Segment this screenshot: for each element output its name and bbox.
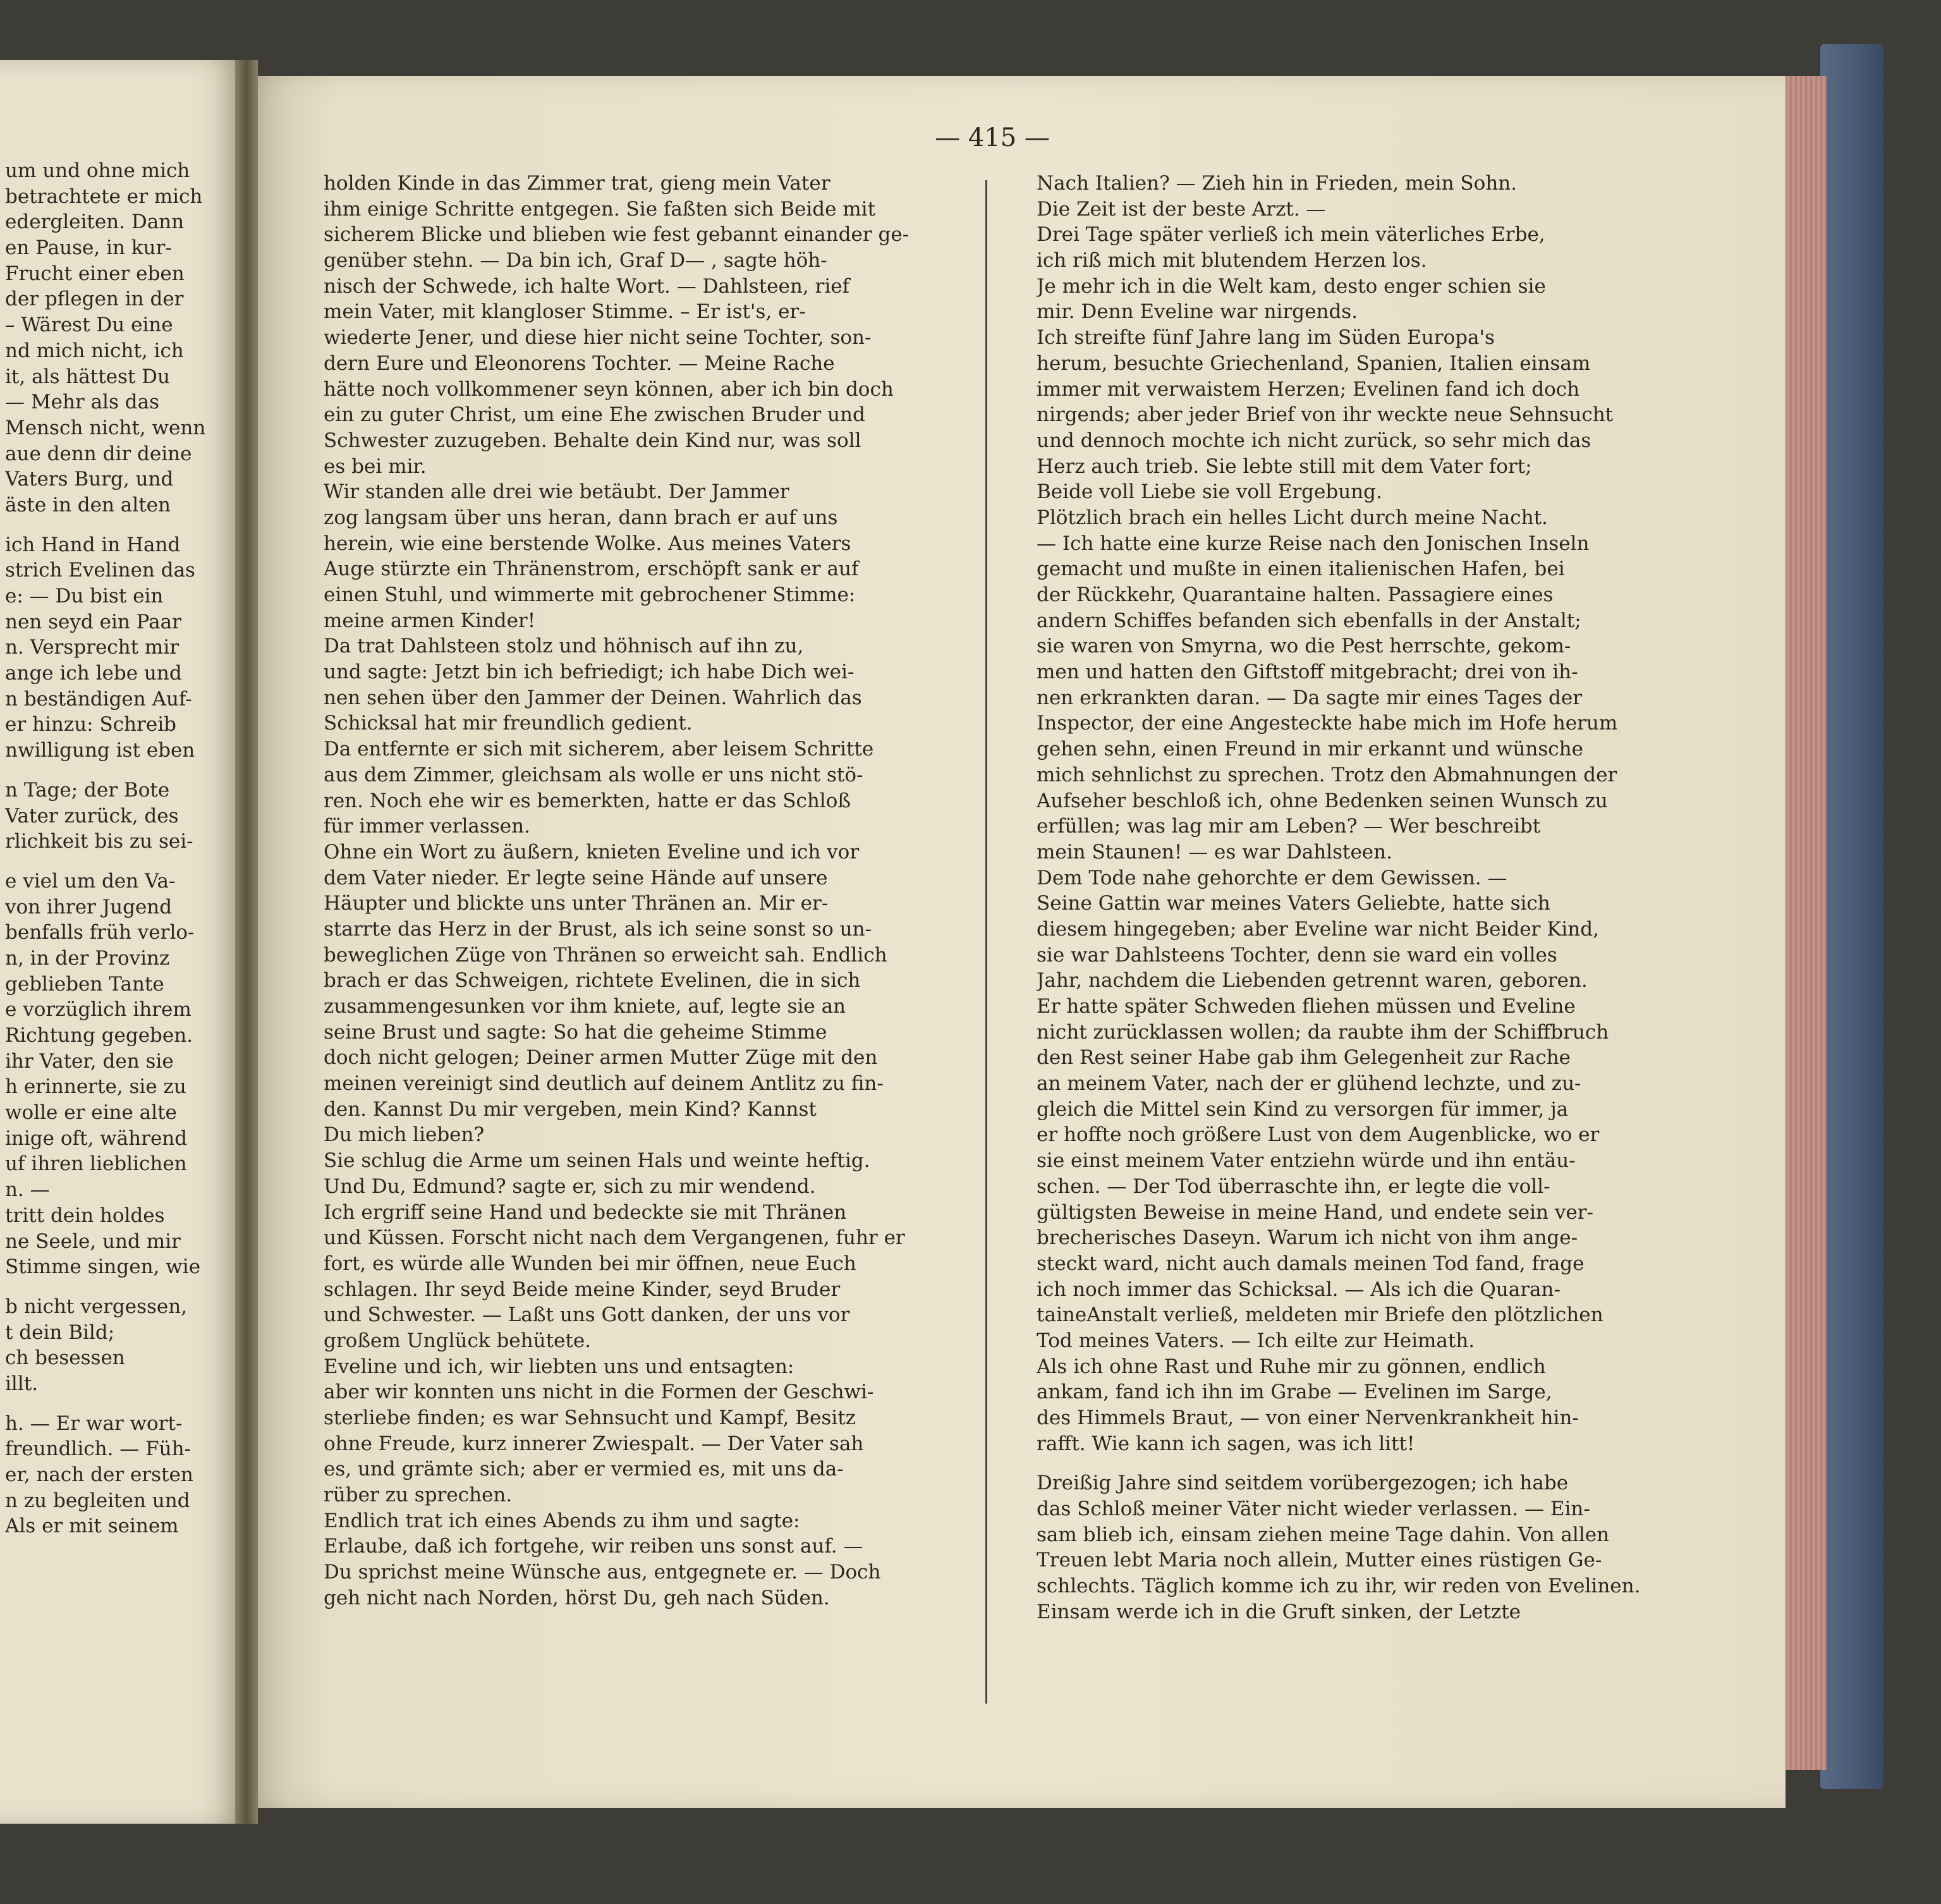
- text-line: das Schloß meiner Väter nicht wieder verlassen. — Ein-: [1037, 1498, 1590, 1521]
- text-line: Frucht einer eben: [5, 262, 185, 285]
- text-line: edergleiten. Dann: [5, 211, 185, 234]
- text-line: beweglichen Züge von Thränen so erweicht sah. Endlich: [324, 943, 887, 967]
- text-line: men und hatten den Giftstoff mitgebracht; drei von ih-: [1037, 661, 1578, 684]
- text-line: Häupter und blickte uns unter Thränen an. Mir er-: [324, 892, 829, 915]
- text-line: nicht zurücklassen wollen; da raubte ihm der Schiffbruch: [1037, 1020, 1609, 1044]
- text-line: schlagen. Ihr seyd Beide meine Kinder, seyd Bruder: [324, 1278, 841, 1301]
- text-line: e: — Du bist ein: [5, 585, 164, 607]
- text-line: Er hatte später Schweden fliehen müssen und Eveline: [1037, 995, 1576, 1018]
- text-line: ihm einige Schritte entgegen. Sie faßten sich Beide mit: [324, 197, 876, 221]
- text-line: schen. — Der Tod überraschte ihn, er legte die voll-: [1037, 1175, 1550, 1198]
- text-line: Inspector, der eine Angesteckte habe mich im Hofe herum: [1037, 712, 1618, 735]
- page-number: — 415 —: [935, 123, 1050, 152]
- text-line: und Schwester. — Laßt uns Gott danken, der uns vor: [324, 1303, 850, 1327]
- text-line: um und ohne mich: [5, 159, 190, 182]
- text-line: ankam, fand ich ihn im Grabe — Evelinen im Sarge,: [1037, 1381, 1552, 1404]
- text-line: [5, 1280, 233, 1294]
- text-line: sterliebe finden; es war Sehnsucht und Kampf, Besitz: [324, 1407, 856, 1429]
- text-line: – Wärest Du eine: [5, 314, 173, 337]
- text-line: wiederte Jener, und diese hier nicht seine Tochter, son-: [324, 326, 872, 350]
- text-line: nen erkrankten daran. — Da sagte mir eines Tages der: [1037, 686, 1583, 709]
- text-line: meinen vereinigt sind deutlich auf deinem Antlitz zu fin-: [324, 1072, 884, 1095]
- text-line: ich noch immer das Schicksal. — Als ich die Quaran-: [1037, 1278, 1561, 1301]
- text-line: rlichkeit bis zu sei-: [5, 830, 193, 853]
- text-line: Schicksal hat mir freundlich gedient.: [324, 712, 693, 735]
- text-line: erfüllen; was lag mir am Leben? — Wer beschreibt: [1037, 815, 1541, 838]
- text-line: er hoffte noch größere Lust von dem Augenblicke, wo er: [1037, 1123, 1600, 1147]
- text-line: der pflegen in der: [5, 288, 184, 311]
- text-line: en Pause, in kur-: [5, 236, 172, 260]
- text-line: gültigsten Beweise in meine Hand, und endete sein ver-: [1037, 1200, 1594, 1224]
- text-line: dern Eure und Eleonorens Tochter. — Meine Rache: [324, 351, 835, 375]
- text-line: rüber zu sprechen.: [324, 1484, 513, 1507]
- text-line: und dennoch mochte ich nicht zurück, so sehr mich das: [1037, 429, 1591, 452]
- text-line: fort, es würde alle Wunden bei mir öffnen, neue Euch: [324, 1252, 856, 1275]
- text-line: einen Stuhl, und wimmerte mit gebrochener Stimme:: [324, 583, 856, 606]
- text-line: geblieben Tante: [5, 972, 164, 996]
- text-line: Je mehr ich in die Welt kam, desto enger schien sie: [1037, 274, 1546, 298]
- text-line: Richtung gegeben.: [5, 1024, 193, 1047]
- text-line: und Küssen. Forscht nicht nach dem Vergangenen, fuhr er: [324, 1226, 905, 1250]
- text-line: Drei Tage später verließ ich mein väterliches Erbe,: [1037, 223, 1545, 247]
- text-line: mein Vater, mit klangloser Stimme. – Er ist's, er-: [324, 300, 806, 324]
- text-line: des Himmels Braut, — von einer Nervenkrankheit hin-: [1037, 1407, 1579, 1429]
- text-line: taineAnstalt verließ, meldeten mir Briefe den plötzlichen: [1037, 1303, 1603, 1327]
- text-line: Schwester zuzugeben. Behalte dein Kind nur, was soll: [324, 429, 861, 452]
- left-page-text-fragment: [5, 158, 233, 1539]
- text-line: ne Seele, und mir: [5, 1230, 181, 1253]
- text-line: Da entfernte er sich mit sicherem, aber leisem Schritte: [324, 738, 874, 761]
- text-line: Jahr, nachdem die Liebenden getrennt waren, geboren.: [1037, 969, 1588, 992]
- text-line: es bei mir.: [324, 455, 427, 478]
- right-column-text: [1037, 171, 1669, 1625]
- text-line: gemacht und mußte in einen italienischen Hafen, bei: [1037, 558, 1565, 581]
- text-line: Dreißig Jahre sind seitdem vorübergezogen; ich habe: [1037, 1472, 1569, 1495]
- text-line: Sie schlug die Arme um seinen Hals und weinte heftig.: [324, 1149, 870, 1173]
- text-line: dem Vater nieder. Er legte seine Hände auf unsere: [324, 866, 828, 889]
- text-line: Endlich trat ich eines Abends zu ihm und sagte:: [324, 1509, 800, 1532]
- text-line: — Ich hatte eine kurze Reise nach den Jonischen Inseln: [1037, 532, 1590, 555]
- text-line: wolle er eine alte: [5, 1101, 177, 1125]
- text-line: Auge stürzte ein Thränenstrom, erschöpft sank er auf: [324, 558, 859, 581]
- text-line: nd mich nicht, ich: [5, 339, 184, 362]
- text-line: Beide voll Liebe sie voll Ergebung.: [1037, 480, 1382, 504]
- text-line: Wir standen alle drei wie betäubt. Der Jammer: [324, 480, 789, 504]
- text-line: es, und grämte sich; aber er vermied es, mit uns da-: [324, 1458, 844, 1481]
- text-line: er hinzu: Schreib: [5, 713, 176, 736]
- text-line: b nicht vergessen,: [5, 1295, 188, 1318]
- text-line: uf ihren lieblichen: [5, 1152, 187, 1176]
- text-line: herum, besuchte Griechenland, Spanien, Italien einsam: [1037, 351, 1591, 375]
- text-line: nen seyd ein Paar: [5, 610, 181, 633]
- text-line: gehen sehn, einen Freund in mir erkannt und wünsche: [1037, 738, 1583, 761]
- text-line: für immer verlassen.: [324, 815, 530, 838]
- text-line: diesem hingegeben; aber Eveline war nicht Beider Kind,: [1037, 917, 1599, 941]
- text-line: Herz auch trieb. Sie lebte still mit dem Vater fort;: [1037, 455, 1532, 478]
- text-line: hätte noch vollkommener seyn können, aber ich bin doch: [324, 377, 894, 401]
- text-line: brecherisches Daseyn. Warum ich nicht von ihm ange-: [1037, 1226, 1578, 1250]
- text-line: schlechts. Täglich komme ich zu ihr, wir reden von Evelinen.: [1037, 1575, 1641, 1598]
- text-line: er, nach der ersten: [5, 1463, 193, 1486]
- text-line: sam blieb ich, einsam ziehen meine Tage dahin. Von allen: [1037, 1523, 1610, 1546]
- text-line: Du sprichst meine Wünsche aus, entgegnete er. — Doch: [324, 1561, 881, 1584]
- text-line: an meinem Vater, nach der er glühend lechzte, und zu-: [1037, 1072, 1581, 1095]
- text-line: Seine Gattin war meines Vaters Geliebte, hatte sich: [1037, 892, 1550, 915]
- text-line: Als ich ohne Rast und Ruhe mir zu gönnen, endlich: [1037, 1355, 1546, 1378]
- text-line: meine armen Kinder!: [324, 609, 536, 632]
- text-line: mir. Denn Eveline war nirgends.: [1037, 300, 1358, 324]
- text-line: [5, 764, 233, 778]
- text-line: großem Unglück behütete.: [324, 1329, 592, 1352]
- column-divider: [985, 180, 987, 1704]
- text-line: sie war Dahlsteens Tochter, denn sie ward ein volles: [1037, 943, 1557, 967]
- text-line: sie waren von Smyrna, wo die Pest herrschte, gekom-: [1037, 635, 1571, 658]
- text-line: den. Kannst Du mir vergeben, mein Kind? Kannst: [324, 1097, 817, 1121]
- text-line: Da trat Dahlsteen stolz und höhnisch auf ihn zu,: [324, 635, 804, 658]
- text-line: Du mich lieben?: [324, 1123, 485, 1147]
- text-line: ich riß mich mit blutendem Herzen los.: [1037, 249, 1427, 272]
- text-line: nisch der Schwede, ich halte Wort. — Dahlsteen, rief: [324, 274, 850, 298]
- text-line: gleich die Mittel sein Kind zu versorgen für immer, ja: [1037, 1097, 1569, 1121]
- text-line: Ohne ein Wort zu äußern, knieten Eveline und ich vor: [324, 840, 860, 864]
- text-line: geh nicht nach Norden, hörst Du, geh nach Süden.: [324, 1586, 830, 1609]
- text-line: äste in den alten: [5, 493, 171, 516]
- text-line: Vater zurück, des: [5, 804, 179, 827]
- text-line: Aufseher beschloß ich, ohne Bedenken seinen Wunsch zu: [1037, 789, 1608, 812]
- text-line: den Rest seiner Habe gab ihm Gelegenheit zur Rache: [1037, 1046, 1571, 1070]
- text-line: Tod meines Vaters. — Ich eilte zur Heimath.: [1037, 1329, 1475, 1352]
- text-line: Nach Italien? — Zieh hin in Frieden, mein Sohn.: [1037, 172, 1518, 195]
- text-line: — Mehr als das: [5, 391, 159, 414]
- text-line: ren. Noch ehe wir es bemerkten, hatte er das Schloß: [324, 789, 851, 812]
- text-line: Dem Tode nahe gehorchte er dem Gewissen. —: [1037, 866, 1507, 889]
- text-line: Vaters Burg, und: [5, 468, 174, 491]
- text-line: sicherem Blicke und blieben wie fest gebannt einander ge-: [324, 223, 910, 247]
- text-line: benfalls früh verlo-: [5, 921, 195, 944]
- text-line: starrte das Herz in der Brust, als ich seine sonst so un-: [324, 917, 872, 941]
- text-line: aber wir konnten uns nicht in die Formen der Geschwi-: [324, 1381, 874, 1404]
- text-line: ange ich lebe und: [5, 662, 182, 685]
- text-line: betrachtete er mich: [5, 185, 203, 208]
- text-line: Mensch nicht, wenn: [5, 416, 206, 439]
- text-line: [5, 518, 233, 532]
- text-line: Einsam werde ich in die Gruft sinken, der Letzte: [1037, 1600, 1521, 1623]
- text-line: mein Staunen! — es war Dahlsteen.: [1037, 840, 1392, 864]
- text-line: der Rückkehr, Quarantaine halten. Passagiere eines: [1037, 583, 1554, 606]
- text-line: zusammengesunken vor ihm kniete, auf, legte sie an: [324, 995, 846, 1018]
- text-line: nen sehen über den Jammer der Deinen. Wahrlich das: [324, 686, 862, 709]
- text-line: n beständigen Auf-: [5, 687, 192, 711]
- text-line: immer mit verwaistem Herzen; Evelinen fand ich doch: [1037, 377, 1580, 401]
- text-line: ch besessen: [5, 1346, 125, 1370]
- text-line: tritt dein holdes: [5, 1204, 165, 1227]
- text-line: aue denn dir deine: [5, 442, 192, 465]
- text-line: herein, wie eine berstende Wolke. Aus meines Vaters: [324, 532, 851, 555]
- text-line: it, als hättest Du: [5, 365, 170, 388]
- text-line: sie einst meinem Vater entziehn würde und ihn entäu-: [1037, 1149, 1576, 1173]
- text-line: [5, 1397, 233, 1411]
- text-line: Erlaube, daß ich fortgehe, wir reiben uns sonst auf. —: [324, 1535, 863, 1558]
- text-line: Als er mit seinem: [5, 1515, 179, 1538]
- text-line: und sagte: Jetzt bin ich befriedigt; ich habe Dich wei-: [324, 661, 855, 684]
- text-line: n, in der Provinz: [5, 946, 170, 970]
- book-cover: [1820, 44, 1883, 1789]
- text-line: n zu begleiten und: [5, 1489, 190, 1512]
- text-line: Und Du, Edmund? sagte er, sich zu mir wendend.: [324, 1175, 816, 1198]
- text-line: strich Evelinen das: [5, 559, 195, 582]
- middle-column-text: [324, 171, 981, 1611]
- text-line: Ich ergriff seine Hand und bedeckte sie mit Thränen: [324, 1200, 847, 1224]
- text-line: brach er das Schweigen, richtete Evelinen, die in sich: [324, 969, 861, 992]
- text-line: [1037, 1456, 1669, 1470]
- text-line: von ihrer Jugend: [5, 895, 173, 918]
- text-line: doch nicht gelogen; Deiner armen Mutter Züge mit den: [324, 1046, 878, 1070]
- text-line: ein zu guter Christ, um eine Ehe zwischen Bruder und: [324, 403, 865, 427]
- text-line: ihr Vater, den sie: [5, 1049, 174, 1073]
- text-line: andern Schiffes befanden sich ebenfalls in der Anstalt;: [1037, 609, 1581, 632]
- text-line: mich sehnlichst zu sprechen. Trotz den Abmahnungen der: [1037, 763, 1617, 786]
- text-line: Stimme singen, wie: [5, 1255, 201, 1279]
- text-line: inige oft, während: [5, 1126, 188, 1150]
- text-line: seine Brust und sagte: So hat die geheime Stimme: [324, 1020, 827, 1044]
- text-line: e viel um den Va-: [5, 869, 176, 893]
- text-line: Eveline und ich, wir liebten uns und entsagten:: [324, 1355, 794, 1378]
- text-line: Die Zeit ist der beste Arzt. —: [1037, 197, 1326, 221]
- text-line: Plötzlich brach ein helles Licht durch meine Nacht.: [1037, 506, 1548, 529]
- book-gutter: [235, 60, 258, 1824]
- text-line: e vorzüglich ihrem: [5, 998, 192, 1022]
- text-line: Ich streifte fünf Jahre lang im Süden Europa's: [1037, 326, 1495, 350]
- text-line: ohne Freude, kurz innerer Zwiespalt. — Der Vater sah: [324, 1432, 864, 1455]
- text-line: h erinnerte, sie zu: [5, 1075, 186, 1099]
- text-line: h. — Er war wort-: [5, 1412, 183, 1435]
- text-line: rafft. Wie kann ich sagen, was ich litt!: [1037, 1432, 1415, 1455]
- text-line: nirgends; aber jeder Brief von ihr weckte neue Sehnsucht: [1037, 403, 1614, 427]
- text-line: n Tage; der Bote: [5, 778, 170, 802]
- text-line: holden Kinde in das Zimmer trat, gieng mein Vater: [324, 172, 831, 195]
- text-line: zog langsam über uns heran, dann brach er auf uns: [324, 506, 838, 529]
- text-line: [5, 855, 233, 869]
- text-line: n. Versprecht mir: [5, 636, 179, 659]
- text-line: t dein Bild;: [5, 1321, 115, 1344]
- text-line: ich Hand in Hand: [5, 533, 181, 556]
- text-line: genüber stehn. — Da bin ich, Graf D— , sagte höh-: [324, 249, 827, 272]
- text-line: illt.: [5, 1372, 39, 1395]
- text-line: Treuen lebt Maria noch allein, Mutter eines rüstigen Ge-: [1037, 1549, 1602, 1572]
- text-line: aus dem Zimmer, gleichsam als wolle er uns nicht stö-: [324, 763, 863, 786]
- text-line: freundlich. — Füh-: [5, 1437, 192, 1461]
- text-line: steckt ward, nicht auch damals meinen Tod fand, frage: [1037, 1252, 1585, 1275]
- text-line: n. —: [5, 1178, 50, 1202]
- text-line: nwilligung ist eben: [5, 739, 195, 762]
